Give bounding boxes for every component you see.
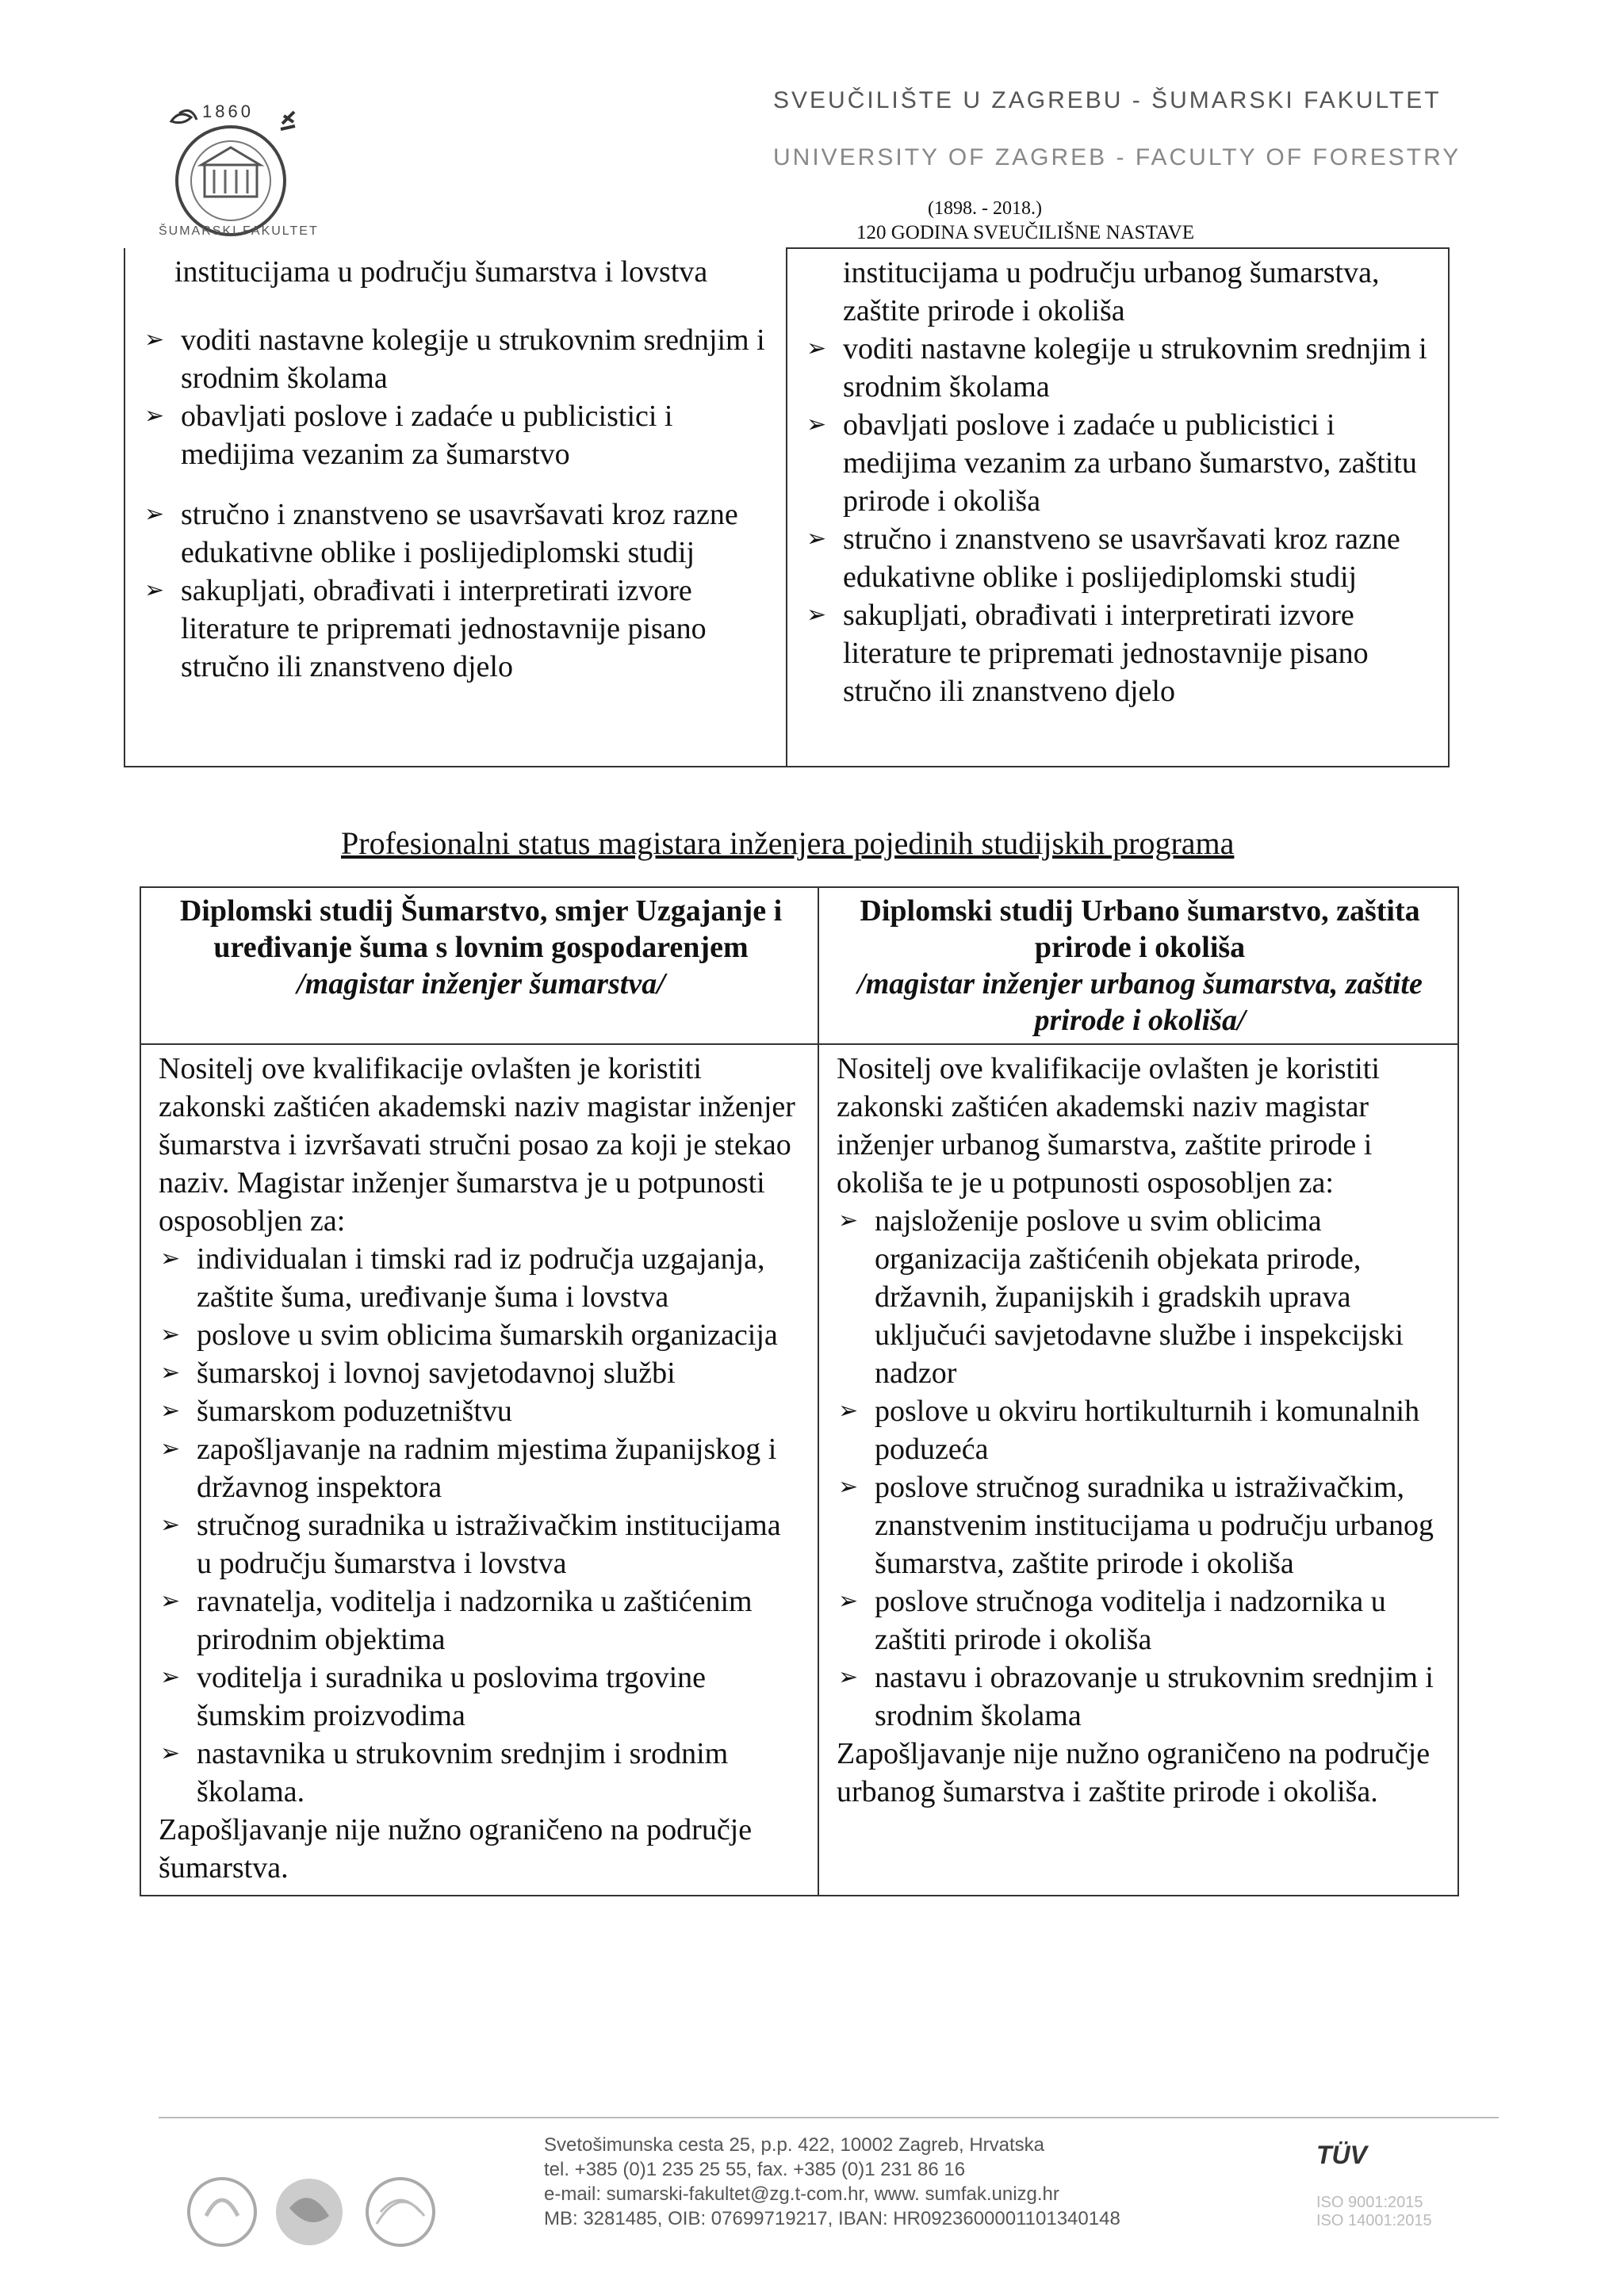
tuv-mark: TÜV xyxy=(1316,2141,1367,2169)
right-heading: Diplomski studij Urbano šumarstvo, zaštita prirode i okoliša xyxy=(860,894,1420,964)
years: (1898. - 2018.) xyxy=(928,198,1042,219)
list-item: ➢ ravnatelja, voditelja i nadzornika u zaštićenim prirodnim objektima xyxy=(159,1582,803,1659)
footer-email[interactable]: e-mail: sumarski-fakultet@zg.t-com.hr, www. sumfak.unizg.hr xyxy=(544,2183,1059,2205)
list-item: ➢ poslove u svim oblicima šumarskih organizacija xyxy=(159,1316,803,1354)
footer-ids: MB: 3281485, OIB: 07699719217, IBAN: HR0923600001101340148 xyxy=(544,2208,1120,2229)
left-intro: Nositelj ove kvalifikacije ovlašten je koristiti zakonski zaštićen akademski naziv magistar inženjer šumarstva i izvršavati stručni posao za koji je stekao naziv. Magistar inženjer šumarstva je u potpunosti osposobljen za: xyxy=(159,1052,795,1238)
list-item: ➢ sakupljati, obrađivati i interpretirati izvore literature te pripremati jednostavnije pisano stručno ili znanstveno djelo xyxy=(805,596,1434,710)
footer-address: Svetošimunska cesta 25, p.p. 422, 10002 Zagreb, Hrvatska xyxy=(544,2134,1045,2156)
list-item: ➢ obavljati poslove i zadaće u publicistici i medijima vezanim za šumarstvo xyxy=(143,397,772,473)
top-table xyxy=(124,247,1450,767)
list-item: ➢ voditi nastavne kolegije u strukovnim srednjim i srodnim školama xyxy=(143,321,772,397)
list-item: ➢ nastavu i obrazovanje u strukovnim srednjim i srodnim školama xyxy=(837,1659,1443,1735)
list-item: ➢ stručnog suradnika u istraživačkim institucijama u području šumarstva i lovstva xyxy=(159,1506,803,1582)
university-name-hr: SVEUČILIŠTE U ZAGREBU - ŠUMARSKI FAKULTET xyxy=(773,87,1442,113)
status-table xyxy=(140,886,1459,1896)
list-item: ➢ stručno i znanstveno se usavršavati kroz razne edukativne oblike i poslijediplomski studij xyxy=(143,496,772,572)
top-left-list xyxy=(143,321,772,686)
list-item: ➢ voditi nastavne kolegije u strukovnim srednjim i srodnim školama xyxy=(805,330,1434,406)
seal-year: 1860 xyxy=(202,101,254,121)
list-item: ➢ sakupljati, obrađivati i interpretirati izvore literature te pripremati jednostavnije pisano stručno ili znanstveno djelo xyxy=(143,572,772,686)
left-body-cell xyxy=(140,1044,818,1896)
certification xyxy=(1316,2141,1432,2230)
top-right-cell xyxy=(787,248,1449,767)
faculty-seal xyxy=(147,101,314,240)
right-outro: Zapošljavanje nije nužno ograničeno na područje urbanog šumarstva i zaštite prirode i okoliša. xyxy=(837,1737,1431,1808)
footer-divider xyxy=(159,2117,1499,2118)
iso-9001: ISO 9001:2015 xyxy=(1316,2194,1423,2211)
top-right-lead: institucijama u području urbanog šumarstva, zaštite prirode i okoliša xyxy=(843,256,1380,327)
left-heading: Diplomski studij Šumarstvo, smjer Uzgajanje i uređivanje šuma s lovnim gospodarenjem xyxy=(179,894,783,964)
list-item: ➢ poslove stručnog suradnika u istraživačkim, znanstvenim institucijama u području urbanog šumarstva, zaštite prirode i okoliša xyxy=(837,1468,1443,1582)
section-title: Profesionalni status magistara inženjera pojedinih studijskih programa xyxy=(341,825,1235,861)
seal-text: ŠUMARSKI FAKULTET xyxy=(159,224,319,238)
list-item: ➢ šumarskoj i lovnoj savjetodavnoj službi xyxy=(159,1354,803,1392)
list-item: ➢ zapošljavanje na radnim mjestima županijskog i državnog inspektora xyxy=(159,1430,803,1506)
top-left-cell xyxy=(124,248,787,767)
university-name-en: UNIVERSITY OF ZAGREB - FACULTY OF FORESTRY xyxy=(773,144,1461,170)
list-item: ➢ obavljati poslove i zadaće u publicistici i medijima vezanim za urbano šumarstvo, zaštitu prirode i okoliša xyxy=(805,406,1434,520)
right-intro: Nositelj ove kvalifikacije ovlašten je koristiti zakonski zaštićen akademski naziv magistar inženjer urbanog šumarstva, zaštite prirode i okoliša te je u potpunosti osposobljen za: xyxy=(837,1052,1380,1200)
list-item: ➢ stručno i znanstveno se usavršavati kroz razne edukativne oblike i poslijediplomski studij xyxy=(805,520,1434,596)
list-item: ➢ poslove stručnoga voditelja i nadzornika u zaštiti prirode i okoliša xyxy=(837,1582,1443,1659)
iso-14001: ISO 14001:2015 xyxy=(1316,2212,1432,2229)
list-item: ➢ poslove u okviru hortikulturnih i komunalnih poduzeća xyxy=(837,1392,1443,1468)
right-body-cell xyxy=(818,1044,1458,1896)
left-heading-cell xyxy=(140,887,818,1044)
left-degree: /magistar inženjer šumarstva/ xyxy=(297,967,665,1001)
left-outro: Zapošljavanje nije nužno ograničeno na područje šumarstva. xyxy=(159,1813,753,1885)
top-left-lead: institucijama u području šumarstva i lovstva xyxy=(174,255,708,289)
top-right-list xyxy=(805,330,1434,710)
anniversary: 120 GODINA SVEUČILIŠNE NASTAVE xyxy=(856,222,1195,243)
footer-phone: tel. +385 (0)1 235 25 55, fax. +385 (0)1 231 86 16 xyxy=(544,2159,966,2180)
footer-contact xyxy=(544,2133,1120,2231)
left-list xyxy=(159,1240,803,1811)
list-item: ➢ najsloženije poslove u svim oblicima organizacija zaštićenih objekata prirode, državnih, županijskih i gradskih uprava uključući savjetodavne službe i inspekcijski nadzor xyxy=(837,1202,1443,1392)
list-item: ➢ nastavnika u strukovnim srednjim i srodnim školama. xyxy=(159,1735,803,1811)
list-item: ➢ šumarskom poduzetništvu xyxy=(159,1392,803,1430)
partner-logos xyxy=(178,2168,456,2256)
right-list xyxy=(837,1202,1443,1735)
right-degree: /magistar inženjer urbanog šumarstva, zaštite prirode i okoliša/ xyxy=(857,967,1423,1037)
list-item: ➢ individualan i timski rad iz područja uzgajanja, zaštite šuma, uređivanje šuma i lovstva xyxy=(159,1240,803,1316)
list-item: ➢ voditelja i suradnika u poslovima trgovine šumskim proizvodima xyxy=(159,1659,803,1735)
letterhead xyxy=(773,87,1487,171)
right-heading-cell xyxy=(818,887,1458,1044)
